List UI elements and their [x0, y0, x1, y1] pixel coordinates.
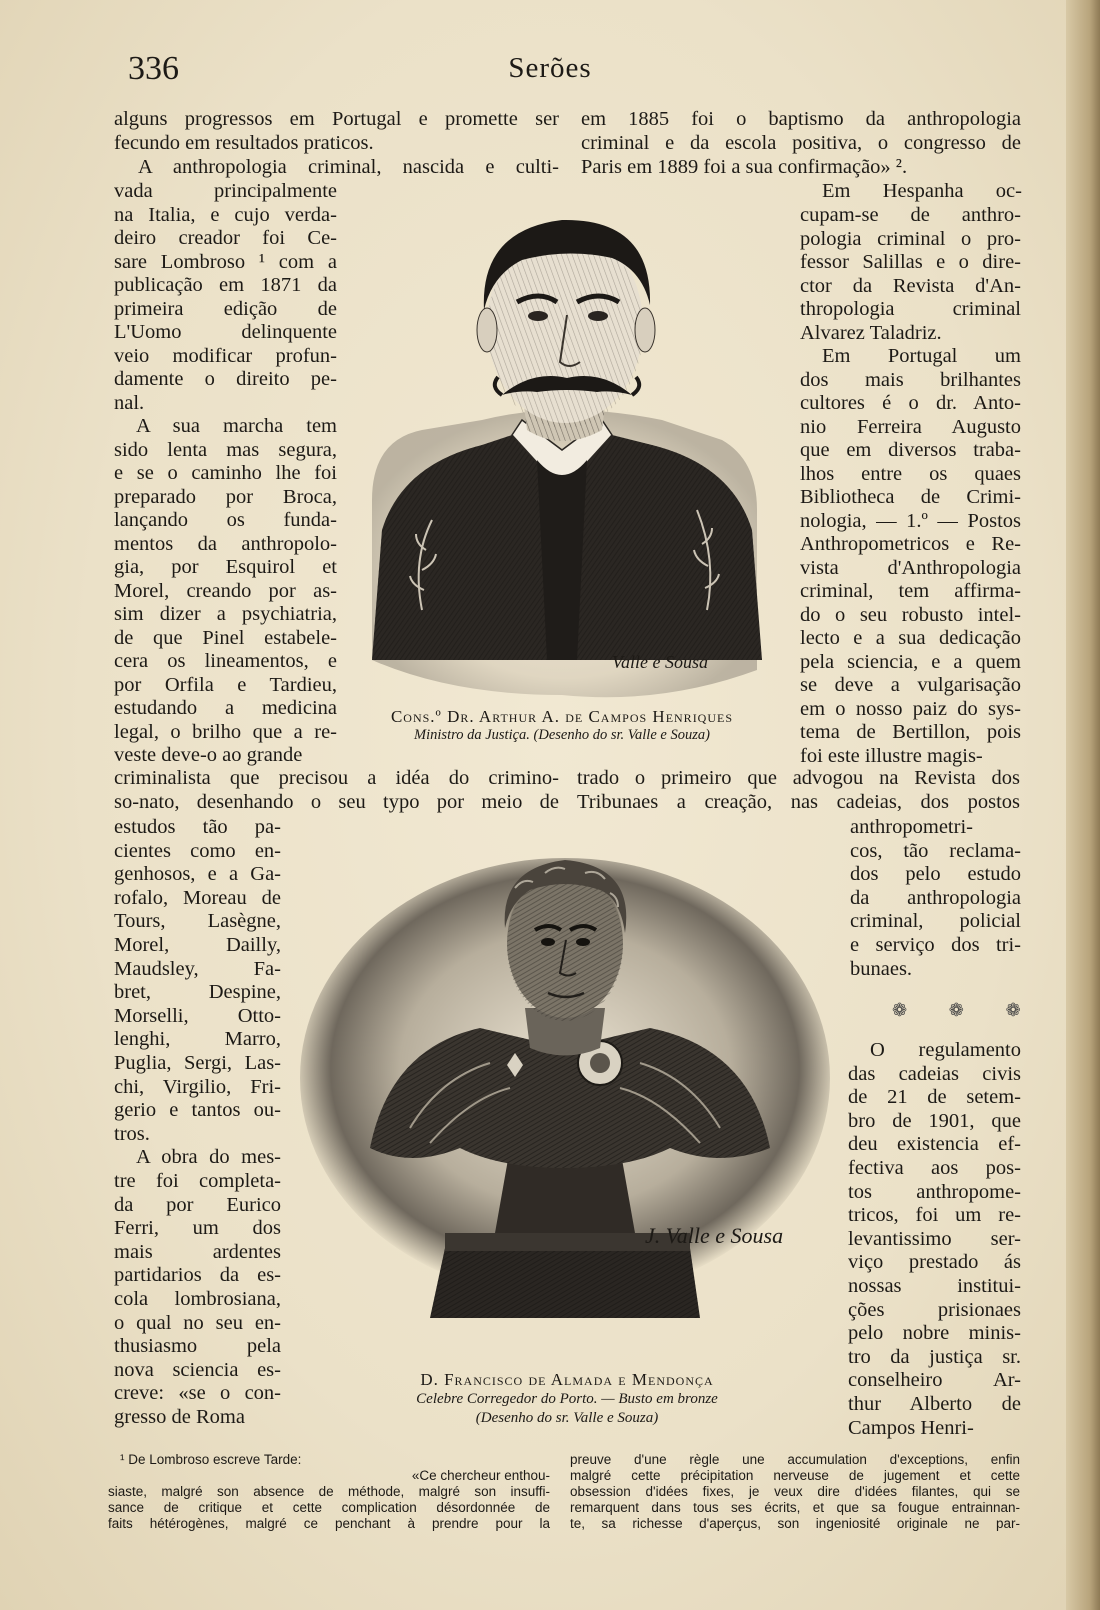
text-line: creve: «se o con-: [114, 1382, 281, 1405]
caption-1-name: Cons.º Dr. Arthur A. de Campos Henriques: [390, 707, 734, 726]
text-line: tricos, foi um re-: [848, 1204, 1021, 1227]
text-line: bret, Despine,: [114, 981, 281, 1004]
col1-top-line: alguns progressos em Portugal e promette ser: [114, 108, 559, 130]
text-line: sare Lombroso ¹ com a: [114, 250, 337, 273]
caption-1-sub: Ministro da Justiça. (Desenho do sr. Valle e Souza): [414, 727, 710, 743]
col2-top-line: Em Hespanha oc-: [822, 180, 1022, 202]
text-line: damente o direito pe-: [114, 368, 337, 390]
footnote-right-line: remarquent dans tous ses écrits, et que sa fougue entrainnan-: [570, 1500, 1020, 1515]
page-gutter: [1066, 0, 1100, 1610]
text-line: da anthropologia: [850, 886, 1021, 909]
text-line: cera os lineamentos, e: [114, 650, 337, 672]
footnote-left-line: ¹ De Lombroso escreve Tarde:: [120, 1452, 302, 1467]
text-line: dos pelo estudo: [850, 863, 1021, 886]
text-line: Morel, Dailly,: [114, 934, 281, 956]
middle-line-right: Tribunaes a creação, nas cadeias, dos postos: [577, 791, 1020, 813]
text-line: Maudsley, Fa-: [114, 957, 281, 980]
text-line: ctor da Revista d'An-: [800, 274, 1021, 297]
text-line: sim dizer a psychiatria,: [114, 603, 337, 625]
text-line: cientes como en-: [114, 839, 281, 862]
text-line: das cadeias civis: [848, 1062, 1021, 1085]
portrait-engraving-henriques: [362, 190, 772, 705]
text-line: preparado por Broca,: [114, 485, 337, 508]
text-line: pela sciencia, e a quem: [800, 650, 1021, 673]
page-number: 336: [128, 50, 179, 87]
footnote-left-line: sance de critique et cette complication désordonnée de: [108, 1500, 550, 1515]
text-line: legal, o brilho que a re-: [114, 720, 337, 743]
text-line: lançando os funda-: [114, 509, 337, 531]
caption-2-name: D. Francisco de Almada e Mendonça: [420, 1370, 714, 1389]
text-line: se deve a vulgarisação: [800, 674, 1021, 696]
text-line: tos anthropome-: [848, 1180, 1021, 1203]
text-line: de 21 de setem-: [848, 1086, 1021, 1109]
text-line: vada principalmente: [114, 180, 337, 202]
footnote-left-line: «Ce chercheur enthou-: [411, 1468, 550, 1483]
text-line: tros.: [114, 1122, 150, 1145]
text-line: pelo nobre minis-: [848, 1322, 1021, 1345]
text-line: mais ardentes: [114, 1240, 281, 1263]
text-line: levantissimo ser-: [848, 1227, 1021, 1250]
text-line: lhos entre os quaes: [800, 462, 1021, 485]
text-line: por Orfila e Tardieu,: [114, 673, 337, 696]
text-line: sido lenta mas segura,: [114, 438, 337, 461]
footnote-right-line: preuve d'une règle une accumulation d'exceptions, enfin: [570, 1452, 1020, 1467]
text-line: partidarios da es-: [114, 1264, 281, 1287]
text-line: fessor Salillas e o dire-: [800, 251, 1021, 273]
footnote-right-line: obsession d'idées fixes, je veux dire d'idées filantes, qui se: [570, 1484, 1020, 1499]
text-line: thur Alberto de: [848, 1393, 1021, 1415]
text-line: bro de 1901, que: [848, 1109, 1021, 1132]
text-line: criminal, tem affirma-: [800, 580, 1021, 602]
text-line: Campos Henri-: [848, 1416, 974, 1439]
text-line: do o seu robusto intel-: [800, 603, 1021, 626]
footnote-left-line: siaste, malgré son absence de méthode, malgré son insuffi-: [108, 1484, 550, 1499]
section-separator: ❁ ❁ ❁: [892, 1000, 1039, 1021]
text-line: nio Ferreira Augusto: [800, 415, 1021, 438]
text-line: veio modificar profun-: [114, 344, 337, 367]
caption-2-sub1: Celebre Corregedor do Porto. — Busto em bronze: [416, 1391, 718, 1407]
text-line: primeira edição de: [114, 297, 337, 320]
bust-signature: J. Valle e Sousa: [645, 1223, 784, 1248]
footnote-right-line: te, sa richesse d'aperçus, son ingeniosité originale ne par-: [570, 1516, 1020, 1531]
text-line: nologia, — 1.º — Postos: [800, 509, 1021, 532]
text-line: rofalo, Moreau de: [114, 886, 281, 909]
text-line: cultores é o dr. Anto-: [800, 392, 1021, 414]
text-line: pologia criminal o pro-: [800, 227, 1021, 250]
text-line: tre foi completa-: [114, 1170, 281, 1192]
text-line: lecto e a sua dedicação: [800, 627, 1021, 649]
text-line: O regulamento: [870, 1039, 1021, 1061]
text-line: que em diversos traba-: [800, 439, 1021, 461]
text-line: dos mais brilhantes: [800, 368, 1021, 391]
text-line: da por Eurico: [114, 1193, 281, 1216]
footnote-left-line: faits hétérogènes, malgré ce penchant à prendre pour la: [108, 1516, 550, 1531]
text-line: thusiasmo pela: [114, 1335, 281, 1358]
footnote-right-line: malgré cette précipitation nerveuse de jugement et cette: [570, 1468, 1020, 1483]
text-line: genhosos, e a Ga-: [114, 863, 281, 886]
text-line: estudando a medicina: [114, 697, 337, 719]
text-line: Bibliotheca de Crimi-: [800, 486, 1021, 508]
text-line: fectiva aos pos-: [848, 1157, 1021, 1179]
text-line: Anthropometricos e Re-: [800, 533, 1021, 555]
middle-line-left: criminalista que precisou a idéa do crimino-: [114, 767, 559, 789]
text-line: gresso de Roma: [114, 1406, 245, 1428]
text-line: Puglia, Sergi, Las-: [114, 1052, 281, 1074]
text-line: gerio e tantos ou-: [114, 1099, 281, 1122]
text-line: tema de Bertillon, pois: [800, 721, 1021, 743]
text-line: estudos tão pa-: [114, 816, 281, 838]
middle-line-left: so-nato, desenhando o seu typo por meio de: [114, 791, 559, 813]
bust-engraving-mendonca: [300, 848, 835, 1368]
text-line: deu existencia ef-: [848, 1133, 1021, 1156]
text-line: foi este illustre magis-: [800, 744, 983, 767]
text-line: mentos da anthropolo-: [114, 532, 337, 555]
text-line: nossas institui-: [848, 1275, 1021, 1297]
text-line: anthropometri-: [850, 816, 973, 838]
text-line: nal.: [114, 391, 145, 414]
text-line: gia, por Esquirol et: [114, 556, 337, 578]
text-line: cola lombrosiana,: [114, 1288, 281, 1310]
text-line: thropologia criminal: [800, 298, 1021, 320]
text-line: tro da justiça sr.: [848, 1345, 1021, 1368]
text-line: bunaes.: [850, 957, 913, 980]
text-line: veste deve-o ao grande: [114, 744, 303, 766]
text-line: Em Portugal um: [822, 345, 1021, 367]
text-line: criminal, policial: [850, 910, 1021, 933]
text-line: e serviço dos tri-: [850, 934, 1021, 956]
col2-top-line: criminal e da escola positiva, o congresso de: [581, 132, 1021, 154]
text-line: e se o caminho lhe foi: [114, 462, 337, 484]
text-line: A obra do mes-: [136, 1146, 281, 1169]
text-line: na Italia, e cujo verda-: [114, 203, 337, 226]
col2-top-line: Paris em 1889 foi a sua confirmação» ².: [581, 156, 908, 178]
text-line: Tours, Lasègne,: [114, 910, 281, 933]
text-line: em o nosso paiz do sys-: [800, 697, 1021, 720]
text-line: vista d'Anthropologia: [800, 556, 1021, 579]
text-line: L'Uomo delinquente: [114, 321, 337, 343]
col1-top-line: fecundo em resultados praticos.: [114, 132, 374, 154]
text-line: ções prisionaes: [848, 1298, 1021, 1321]
text-line: cos, tão reclama-: [850, 839, 1021, 862]
text-line: publicação em 1871 da: [114, 274, 337, 296]
middle-line-right: trado o primeiro que advogou na Revista dos: [577, 767, 1020, 789]
text-line: Morel, creando por as-: [114, 579, 337, 602]
text-line: Alvarez Taladriz.: [800, 321, 942, 344]
text-line: nova sciencia es-: [114, 1358, 281, 1381]
caption-2-sub2: (Desenho do sr. Valle e Souza): [475, 1410, 659, 1426]
text-line: de que Pinel estabele-: [114, 626, 337, 649]
col2-top-line: em 1885 foi o baptismo da anthropologia: [581, 108, 1021, 130]
text-line: deiro creador foi Ce-: [114, 227, 337, 249]
text-line: o qual no seu en-: [114, 1311, 281, 1334]
text-line: cupam-se de anthro-: [800, 204, 1021, 226]
text-line: viço prestado ás: [848, 1251, 1021, 1274]
portrait-1-signature: Valle e Sousa: [612, 652, 708, 672]
text-line: Ferri, um dos: [114, 1217, 281, 1240]
running-title: Serões: [508, 52, 592, 84]
text-line: lenghi, Marro,: [114, 1028, 281, 1051]
text-line: chi, Virgilio, Fri-: [114, 1075, 281, 1098]
col1-top-line: A anthropologia criminal, nascida e culti-: [138, 156, 559, 178]
text-line: Morselli, Otto-: [114, 1004, 281, 1027]
text-line: conselheiro Ar-: [848, 1369, 1021, 1392]
text-line: A sua marcha tem: [136, 415, 337, 437]
